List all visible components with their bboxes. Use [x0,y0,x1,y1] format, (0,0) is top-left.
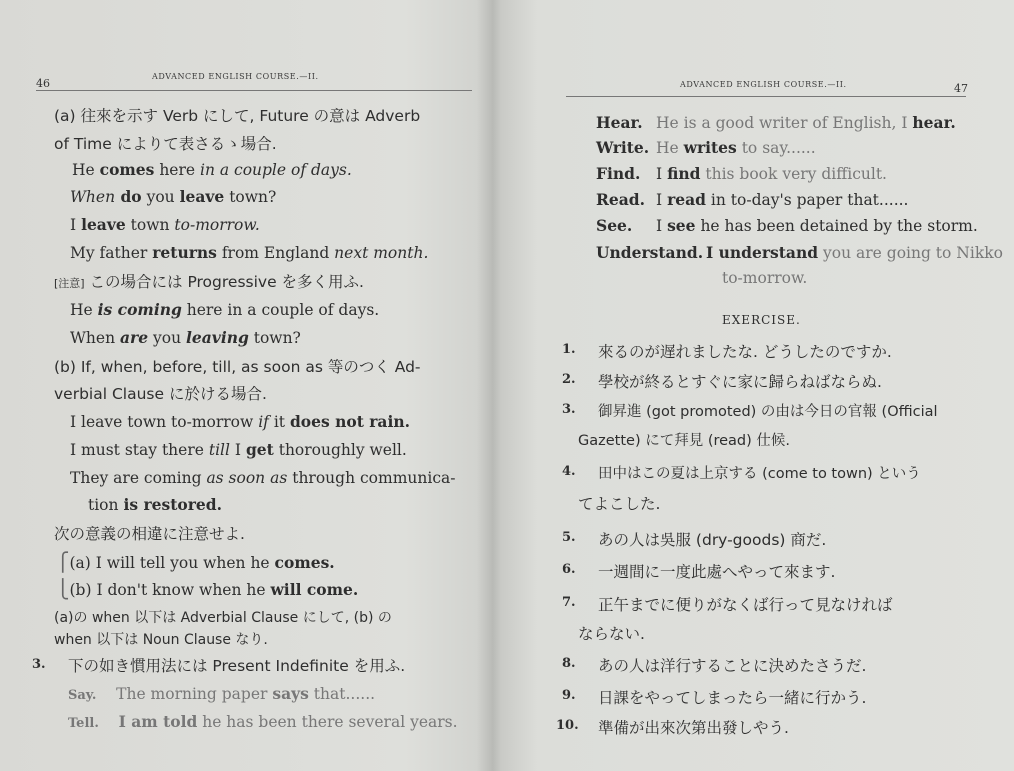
exercise-number: 7. [562,595,576,610]
text-line: They are coming as soon as through communica- [70,469,456,487]
exercise-number: 6. [562,562,576,577]
text-line: ⎧(a) I will tell you when he comes. [56,552,335,573]
text-line: I leave town to-morrow. [70,215,260,234]
exercise-line: 一週間に一度此處へやって來ます. [598,563,836,581]
exercise-line: 準備が出來次第出發しやう. [598,719,789,737]
text-line: When do you leave town? [70,187,277,206]
verb-row: Understand. I understand you are going to Nikko [596,243,1003,262]
verb-row: Write. He writes to say...... [596,138,816,157]
exercise-line: 正午までに便りがなくば行って見なければ [598,596,893,614]
text-line: [注意] この場合には Progressive を多く用ふ. [54,273,364,291]
exercise-number: 10. [556,718,579,733]
text-line: (b) If, when, before, till, as soon as 等のつく Ad- [54,358,421,376]
exercise-line: 田中はこの夏は上京する (come to town) という [598,466,921,482]
text-line: of Time によりて表さるゝ場合. [54,135,277,153]
text-line: to-morrow. [722,269,808,287]
exercise-line: Gazette) にて拜見 (read) 仕候. [578,433,791,449]
right-page [494,0,1014,771]
exercise-title: EXERCISE. [722,313,801,327]
text-line: ⎩(b) I don't know when he will come. [56,579,359,600]
exercise-line: てよこした. [578,495,661,513]
exercise-number: 4. [562,464,576,479]
text-line: I must stay there till I get thoroughly well. [70,440,407,459]
running-header: ADVANCED ENGLISH COURSE.—II. [680,80,847,89]
text-line: (a) 往來を示す Verb にして, Future の意は Adverb [54,107,421,125]
text-line: (a)の when 以下は Adverbial Clause にして, (b) の [54,610,392,626]
text-line: He is coming here in a couple of days. [70,300,380,319]
text-line: tion is restored. [88,495,222,514]
section-number: 3. [32,657,46,672]
text-line: when 以下は Noun Clause なり. [54,632,268,648]
text-line: My father returns from England next month. [70,243,429,262]
text-line: Tell. I am told he has been there several years. [68,712,458,731]
text-line: 下の如き慣用法には Present Indefinite を用ふ. [68,657,406,675]
exercise-number: 3. [562,402,576,417]
text-line: verbial Clause に於ける場合. [54,385,267,403]
text-line: Say. The morning paper says that...... [68,684,376,703]
text-line: He comes here in a couple of days. [72,160,352,179]
exercise-line: ならない. [578,625,645,643]
exercise-line: あの人は洋行することに決めたさうだ. [598,657,867,675]
text-line: I leave town to-morrow if it does not rain. [70,412,411,431]
page-number: 47 [954,82,968,95]
exercise-number: 8. [562,656,576,671]
exercise-line: 學校が終るとすぐに家に歸らねばならぬ. [598,373,882,391]
text-line: 次の意義の相違に注意せよ. [54,525,245,543]
page-number: 46 [36,77,50,90]
header-rule [566,96,966,97]
left-page [0,0,490,771]
exercise-number: 9. [562,688,576,703]
exercise-number: 2. [562,372,576,387]
exercise-line: 來るのが遅れましたな. どうしたのですか. [598,343,892,361]
exercise-line: 御昇進 (got promoted) の由は今日の官報 (Official [598,404,938,420]
exercise-number: 1. [562,342,576,357]
running-header: ADVANCED ENGLISH COURSE.—II. [152,72,319,81]
exercise-number: 5. [562,530,576,545]
verb-row: Read. I read in to-day's paper that...... [596,190,909,209]
verb-row: Find. I find this book very difficult. [596,164,887,183]
exercise-line: あの人は吳服 (dry-goods) 商だ. [598,531,827,549]
header-rule [36,90,472,91]
verb-row: See. I see he has been detained by the storm. [596,216,978,235]
verb-row: Hear. He is a good writer of English, I hear. [596,113,956,132]
text-line: When are you leaving town? [70,328,301,347]
exercise-line: 日課をやってしまったら一緒に行かう. [598,689,867,707]
